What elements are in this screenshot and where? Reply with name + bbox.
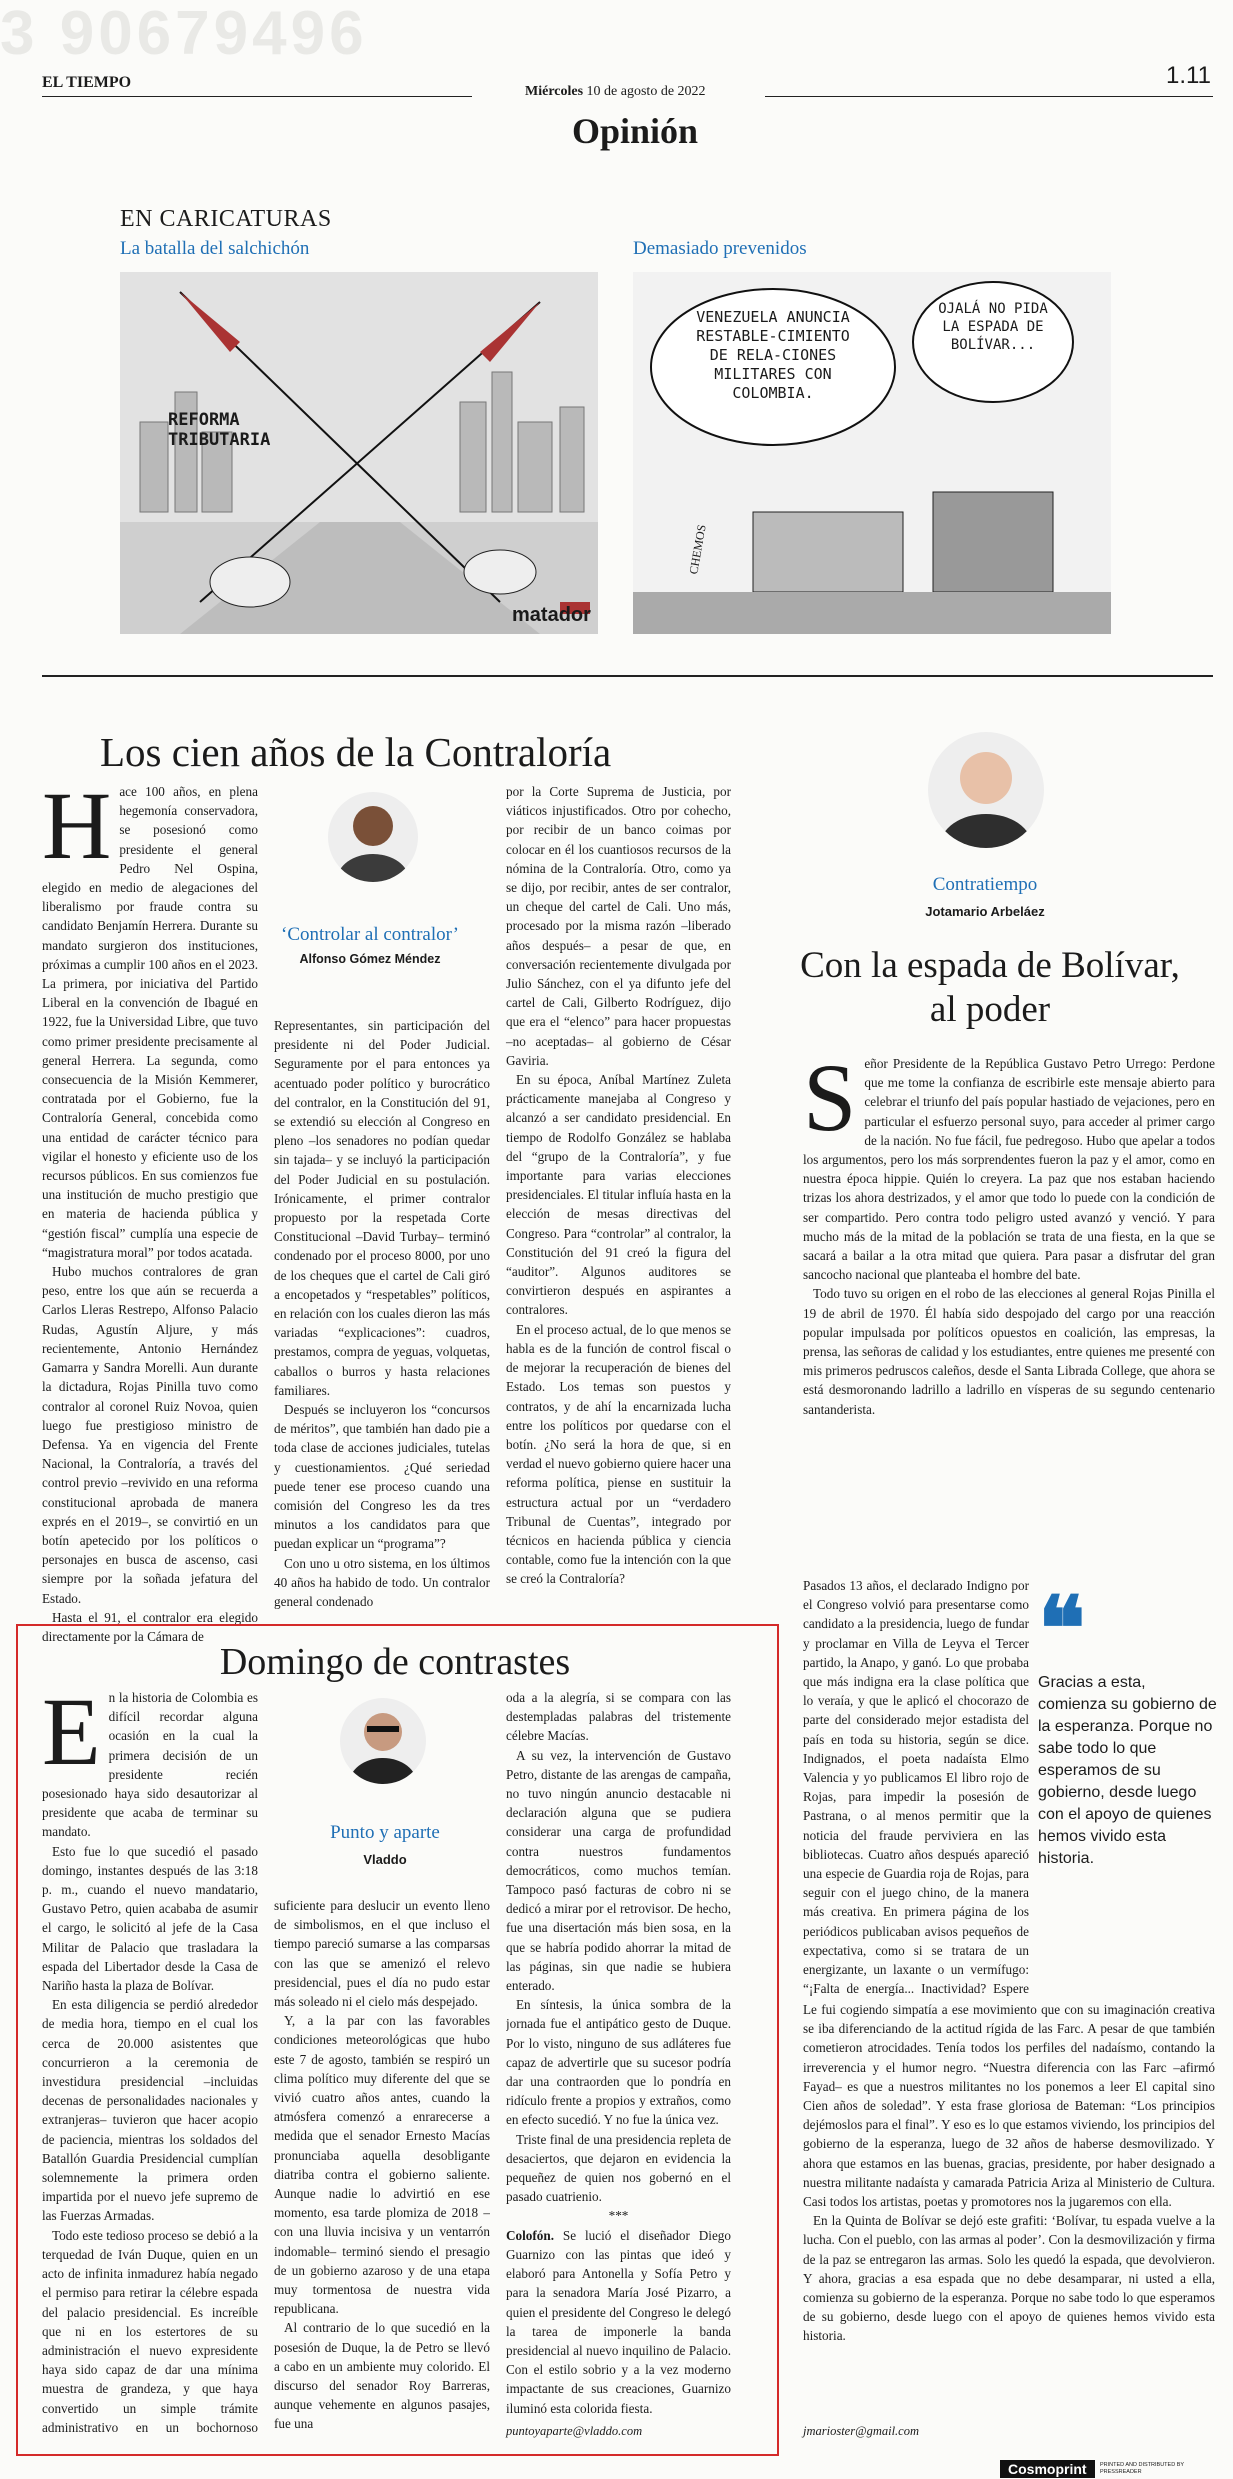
article2-author-photo bbox=[928, 732, 1044, 848]
article2-p1: eñor Presidente de la República Gustavo Petro Urrego: Perdone que me tome la confianza de escribirle este mensaje abierto para celebrar el triunfo del país popular hastiado de vejaciones, pero en particular el esfuerzo personal suyo, para acceder al primer cargo de la nación. No fue fácil, fue pedregoso. Hubo que apelar a todos los argumentos, pero los más sorprendentes fueron la paz y el amor, como en nuestra época hippie. Quién lo creyera. La paz que nos estaban haciendo trizas los ahora destrizados, y el amor que todo lo puede con la condición de ser compartido. Pero contra todo peligro usted avanzó y venció. Y para mucho más de la mitad de la población se trata de una fiesta, en la que se sacará a bailar a la otra mitad que quiera. Para pasar a disfrutar del gran sancocho nacional que planteaba el hombre del bate. bbox=[803, 1056, 1215, 1283]
section-title: Opinión bbox=[571, 111, 699, 151]
article1-p4: Representantes, sin participación del presidente ni del Poder Judicial. Seguramente por el para entonces ya acentuado poder político y burocrático del contralor, en la Constitución del 91, se extendió su elección al Congreso en pleno –los senadores no podían quedar sin tajada– y se incluyó la participación del Poder Judicial en su postulación. Irónicamente, el primer contralor propuesto por la respetada Corte Constitucional –David Turbay– terminó condenado por el proceso 8000, por uno de los cheques que el cartel de Cali giró a encopetados y “respetables” políticos, en relación con los cuales dieron las más variadas “explicaciones”: cuadros, prestamos, compra de yeguas, volquetas, caballos o burros y hasta relaciones familiares. bbox=[274, 1018, 490, 1398]
article2-body-mid bbox=[803, 1576, 1029, 1996]
date-text: 10 de agosto de 2022 bbox=[586, 84, 706, 99]
footer-brand: Cosmoprint bbox=[1000, 2460, 1095, 2478]
masthead: EL TIEMPO bbox=[42, 74, 132, 91]
article1-p9: En el proceso actual, de lo que menos se habla es de la función de control fiscal o de mejorar la recuperación de bienes del Estado. Los temas son puestos y contratos, y de ahí la encarnizada lucha entre los políticos por quedarse con el botín. ¿No será la hora de que, si en verdad el nuevo gobierno quiere hacer una reforma política, piense en sustituir la estructura actual por un “verdadero Tribunal de Cuentas”, integrado por técnicos en hacienda pública y ciencia contable, como fue la intención con la que se creó la Contraloría? bbox=[506, 1321, 731, 1587]
article3-author-photo bbox=[340, 1698, 426, 1784]
cartoon-right-bubble-1: VENEZUELA ANUNCIA RESTABLE-CIMIENTO DE RELA-CIONES MILITARES CON COLOMBIA. bbox=[696, 308, 850, 402]
article3-p4: Todo este tedioso proceso se debió a la terquedad de Iván Duque, quien en un acto de infinita inmadurez había negado el permiso para retirar la célebre espada del palacio presidencial. Es increíble que ni en los estertores de su administración el nuevo expresidente haya sido capaz de dar una mínima muestra de grandeza, y que haya convertido un simple trámite administrativo en un bochornoso bbox=[42, 2227, 258, 2435]
section-divider bbox=[42, 675, 1213, 677]
article2-email[interactable]: jmarioster@gmail.com bbox=[803, 2424, 920, 2438]
cartoon-left-label: REFORMA TRIBUTARIA bbox=[168, 410, 271, 450]
colofon-text: Se lució el diseñador Diego Guarnizo con las pintas que ideó y elaboró para Antonella y Sofía Petro y para la senadora María José Pizarro, a quien el presidente del Congreso le delegó la tarea de imponerle la banda presidencial al nuevo inquilino de Palacio. Con el estilo sobrio y a la vez moderno impactante de sus creaciones, Guarnizo iluminó esta colorida fiesta. bbox=[506, 2227, 731, 2416]
quote-mark-icon: ❝ bbox=[1038, 1582, 1086, 1679]
article3-p9: oda a la alegría, si se compara con las destempladas palabras del tristemente célebre Macías. bbox=[506, 1690, 731, 1744]
article1-p6: Con uno u otro sistema, en los últimos 40 años ha habido de todo. Un contralor general condenado bbox=[274, 1555, 490, 1610]
article1-author: Alfonso Gómez Méndez bbox=[299, 952, 441, 966]
article1-p2: Hubo muchos contralores de gran peso, entre los que aún se recuerda a Carlos Lleras Restrepo, Alfonso Palacio Rudas, Agustín Aljure, y más recientemente, Antonio Hernández Gamarra y Sandra Morelli. Aun durante la dictadura, Rojas Pinilla tuvo como contralor al coronel Ruiz Novoa, quien luego fue prestigioso ministro de Defensa. Ya en vigencia del Frente Nacional, la Contraloría, a través del control previo –revivido en una reforma constitucional aprobada de manera exprés en el 2019–, se convirtió en un botín apetecido por los políticos o personajes en busca de ascenso, casi siempre por la soñada jefatura del Estado. bbox=[42, 1264, 258, 1606]
article1-col1 bbox=[42, 772, 258, 1646]
article3-email[interactable]: puntoyaparte@vladdo.com bbox=[506, 2424, 643, 2438]
article3-p2: Esto fue lo que sucedió el pasado domingo, instantes después de las 3:18 p. m., cuando el nuevo mandatario, Gustavo Petro, quien acababa de asumir el cargo, le solicitó al jefe de la Casa Militar de Palacio que trasladara la espada del Libertador desde la Casa de Nariño hasta la plaza de Bolívar. bbox=[42, 1843, 258, 1994]
header-date bbox=[525, 84, 706, 100]
article3-col3 bbox=[506, 1688, 731, 2418]
article1-p8: En su época, Aníbal Martínez Zuleta prácticamente manejaba al Congreso y alcanzó a ser candidato presidencial. En tiempo de Rodolfo González se hablaba del “grupo de la Contraloría”, y fue importante para varias elecciones presidenciales. El titular influía hasta en la elección de mesas directivas del Congreso. Para “controlar” al contralor, la Constitución del 91 creó la figura del “auditor”. Algunos auditores se convirtieron después en aspirantes a contralores. bbox=[506, 1072, 731, 1318]
watermark: 3 90679496 bbox=[0, 0, 368, 68]
cartoon-right-bubble-2: OJALÁ NO PIDA LA ESPADA DE BOLÍVAR... bbox=[938, 301, 1048, 353]
article3-dropcap: E bbox=[42, 1688, 101, 1785]
date-weekday: Miércoles bbox=[525, 84, 584, 99]
pull-quote bbox=[1038, 1582, 1218, 1870]
article3-p11: En síntesis, la única sombra de la jornada fue el antipático gesto de Duque. Por lo visto, ninguno de sus adláteres fue capaz de advertirle que su sucesor podría dar una contraorden que lo pondría en ridículo frente a propios y extraños, como en efecto sucedió. Y no fue la única vez. bbox=[506, 1997, 731, 2128]
article3-col1 bbox=[42, 1688, 258, 2438]
colofon-lead: Colofón. bbox=[506, 2227, 554, 2243]
article2-p5: En la Quinta de Bolívar se dejó este grafiti: ‘Bolívar, tu espada vuelve a la lucha. Con el pueblo, con las armas al poder’. Con la desmovilización y firma de la paz se entregaron las armas. Solo les quedó la espada, que devolvieron. Y ahora, gracias a esa espada que no debe desamparar, ni usted a ella, comienza su gobierno de la esperanza. Porque no sabe todo lo que esperamos de su gobierno, desde luego con el apoyo de quienes hemos vivido esta historia. bbox=[803, 2213, 1215, 2344]
article3-p6: suficiente para deslucir un evento lleno de simbolismos, en el que incluso el tiempo pareció sumarse a las comparsas con las que se amenizó el relevo presidencial, pues el día no pudo estar más soleado ni el cielo más despejado. bbox=[274, 1898, 490, 2010]
article1-column-name: ‘Controlar al contralor’ bbox=[281, 924, 459, 945]
footer-pressreader: PRINTED AND DISTRIBUTED BY PRESSREADER bbox=[1100, 2462, 1184, 2475]
article2-body-top bbox=[803, 1044, 1215, 1419]
article3-stars: *** bbox=[608, 2208, 629, 2224]
article2-p3: Pasados 13 años, el declarado Indigno por el Congreso volvió para presentarse como candidato a la presidencia, luego de fundar y proclamar en Villa de Leyva el Tercer partido, la Anapo, y ganó. Lo que probaba que más indigna era la clase política que lo veraía, y que le aplicó el chocorazo de parte del considerado mejor estadista del país en toda su historia, según se dice. Indignados, el poeta nadaísta Elmo Valencia y yo publicamos El libro rojo de Rojas, para impedir la posesión de Pastrana, o al menos permitir que la noticia del fraude perviviera en las bibliotecas. Cuatro años después apareció una especie de Guardia roja de Rojas, para seguir con el juego chino, de la manera más creativa. En primera página de los periódicos publicaban avisos pequeños de expectativa, como si se tratara de un energizante, un laxante o un vermífugo: “¡Falta de energía... Inactividad? Espere bbox=[803, 1578, 1029, 1996]
article1-p1: ace 100 años, en plena hegemonía conservadora, se posesionó como presidente el general Pedro Nel Ospina, elegido en medio de alegaciones del liberalismo por fraude contra su candidato Benjamín Herrera. Durante su mandato surgieron dos instituciones, próximas a cumplir 100 años en el 2023. La primera, por iniciativa del Partido Liberal en la convención de Ibagué en 1922, fue la Universidad Libre, que tuvo como primer presidente precisamente al general Herrera. La segunda, como consecuencia de la Misión Kemmerer, contratada por el Gobierno, fue la Contraloría General, concebida como una entidad de carácter técnico para vigilar el honesto y eficiente uso de los recursos públicos. En sus comienzos fue una institución de mucho prestigio que en materia de hacienda pública y “gestión fiscal” cumplía una especie de “magistratura moral” por todos acatada. bbox=[42, 784, 258, 1260]
article2-dropcap: S bbox=[803, 1044, 857, 1151]
cartoon-left bbox=[120, 272, 598, 634]
article2-title: Con la espada de Bolívar, al poder bbox=[800, 945, 1180, 1030]
cartoon-left-signature: matador bbox=[512, 604, 591, 626]
article3-p13 bbox=[506, 2226, 731, 2418]
cartoon-right-signature: CHEMOS bbox=[686, 523, 709, 576]
article3-title: Domingo de contrastes bbox=[219, 1641, 571, 1683]
article3-author: Vladdo bbox=[363, 1852, 407, 1867]
article1-p5: Después se incluyeron los “concursos de méritos”, que también han dado pie a toda clase de acciones judiciales, tutelas y cuestionamientos. ¿Qué seriedad puede tener ese proceso cuando una comisión del Congreso les da tres minutos a los candidatos para que puedan explicar un “programa”? bbox=[274, 1402, 490, 1552]
article3-p3: En esta diligencia se perdió alrededor de media hora, tiempo en el cual los cerca de 20.000 asistentes que concurrieron a la ceremonia de investidura presidencial –incluidas decenas de personalidades nacionales y extranjeras– tuvieron que hacer acopio de paciencia, mientras los soldados del Batallón Guardia Presidencial cumplían solemnemente la primera orden impartida por el nuevo jefe supremo de las Fuerzas Armadas. bbox=[42, 1997, 258, 2224]
article2-body-bottom bbox=[803, 2000, 1215, 2412]
article3-column-name: Punto y aparte bbox=[330, 1822, 440, 1843]
article3-col2 bbox=[274, 1896, 490, 2438]
cartoon-right-title: Demasiado prevenidos bbox=[633, 238, 807, 259]
article3-p7: Y, a la par con las favorables condiciones meteorológicas que hubo este 7 de agosto, también se respiró un clima político muy diferente del que se vivió cuatro años antes, cuando la atmósfera comenzó a enrarecerse a medida que el senador Ernesto Macías pronunciaba aquella desobligante diatriba contra el gobierno saliente. Aunque nadie lo advirtió en ese momento, esa tarde plomiza de 2018 –con una lluvia incisiva y un ventarrón indomable– terminó siendo el presagio de un gobierno azaroso y de una etapa muy tormentosa de nuestra vida republicana. bbox=[274, 2013, 490, 2317]
cartoon-right bbox=[633, 272, 1111, 634]
page-number: 1.11 bbox=[1166, 62, 1211, 89]
caricaturas-heading: EN CARICATURAS bbox=[120, 206, 332, 232]
article2-p2: Todo tuvo su origen en el robo de las elecciones al general Rojas Pinilla el 19 de abril de 1970. Él había sido despojado del cargo por una reacción popular impulsada por políticos opuestos en coalición, las empresas, la prensa, las señoras de calidad y los estudiantes, entre quienes me presenté con mis primeros pedruscos caleños, desde el Santa Librada College, que ahora se está desmoronando ladrillo a ladrillo en vísperas de su segundo centenario santanderista. bbox=[803, 1286, 1215, 1417]
article3-p10: A su vez, la intervención de Gustavo Petro, distante de las arengas de campaña, no tuvo ningún anuncio destacable ni declaración alguna que se pudiera considerar una carga de profundidad contra nuestros fundamentos democráticos, como muchos temían. Tampoco pasó facturas de cobro ni se dedicó a mirar por el retrovisor. De hecho, fue una disertación más bien sosa, en la que se habría podido ahorrar la mitad de las páginas, sin que nadie se hubiera enterado. bbox=[506, 1747, 731, 1994]
article2-column-name: Contratiempo bbox=[932, 874, 1038, 895]
article3-p12: Triste final de una presidencia repleta de desaciertos, que dejaron en evidencia la pequeñez de quien nos gobernó en el pasado cuatrienio. bbox=[506, 2131, 731, 2205]
article1-p7: por la Corte Suprema de Justicia, por viáticos injustificados. Otro por cohecho, por recibir de un banco coimas por colocar en él los cuantiosos recursos de la nómina de la Contraloría. Otro, como ya se dijo, por recibir, antes de ser contralor, un cheque del cartel de Cali. Uno más, procesado por la misma razón –liberado años después– a pesar de que, en conversación recientemente divulgada por Julio Sánchez, con el ya difunto jefe del cartel de Cali, Gilberto Rodríguez, dijo que era el “elenco” para hacer propuestas –no aceptadas– al gobierno de César Gaviria. bbox=[506, 784, 731, 1068]
article2-p4: Le fui cogiendo simpatía a ese movimiento que con su imaginación creativa se iba diferenciando de la actitud rígida de las Farc. A pesar de que también cometieron atrocidades. Tenía todos los perfiles del nadaísmo, contando la irreverencia y el humor negro. “Nuestra diferencia con las Farc –afirmó Fayad– es que a nuestros militantes no los ponemos a leer El capital sino Cien años de soledad”. Y esta frase gloriosa de Bateman: “Los principios dejémoslos para el final”. Y eso es lo que estamos viviendo, los principios del gobierno de la esperanza, luego de 32 años de haberse desmovilizado. Y ahora que estamos en las buenas, gracias, presidente, por haber designado a nuestra militante nadaísta y camarada Patricia Ariza al Ministerio de Cultura. Casi todos los artistas, poetas y promotores nos la jugaremos con ella. bbox=[803, 2002, 1215, 2210]
header-rule-left bbox=[42, 96, 472, 97]
article1-author-photo bbox=[328, 792, 418, 882]
article1-p3: Hasta el 91, el contralor era elegido directamente por la Cámara de bbox=[42, 1609, 258, 1644]
article3-p8: Al contrario de lo que sucedió en la posesión de Duque, la de Petro se llevó a cabo en un ambiente muy colorido. El discurso del senador Roy Barreras, aunque vehemente en algunos pasajes, fue una bbox=[274, 2320, 490, 2432]
article1-col3 bbox=[506, 782, 731, 1589]
article1-title: Los cien años de la Contraloría bbox=[100, 729, 612, 775]
article3-p1: n la historia de Colombia es difícil recordar alguna ocasión en la cual la primera decisión de un presidente recién posesionado haya sido desautorizar al presidente que acaba de terminar su mandato. bbox=[42, 1690, 258, 1840]
article1-dropcap: H bbox=[42, 772, 112, 879]
pull-quote-text: Gracias a esta, comienza su gobierno de la esperanza. Porque no sabe todo lo que esperamos de su gobierno, desde luego con el apoyo de quienes hemos vivido esta historia. bbox=[1038, 1674, 1217, 1867]
cartoon-left-title: La batalla del salchichón bbox=[120, 238, 310, 259]
article2-author: Jotamario Arbeláez bbox=[925, 904, 1045, 919]
article1-col2 bbox=[274, 1016, 490, 1611]
header-rule-right bbox=[765, 96, 1213, 97]
